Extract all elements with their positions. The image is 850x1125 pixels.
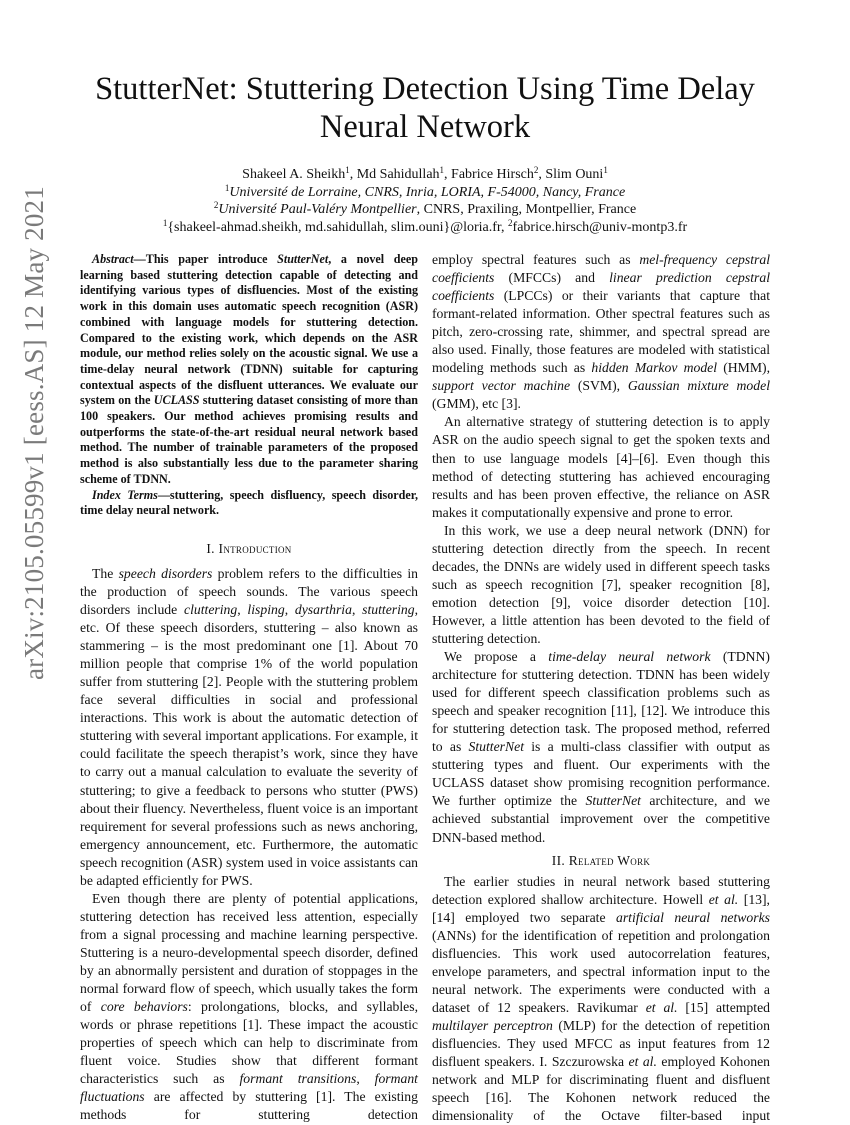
text-segment: , a novel deep learning based stuttering detection capable of detecting and identifying various types of disfluencies. Most of the existing work in this domain uses automatic speech recognition (ASR) combined with language models for stuttering detection. Compared to the existing work, which depends on the ASR module, our method relies solely on the acoustic signal. We use a time-delay neural network (TDNN) suitable for capturing contextual aspects of the disfluent utterances. We evaluate our system on the xyxy=(80,252,418,408)
body-paragraph xyxy=(432,522,770,648)
emphasized-text: stuttering xyxy=(362,602,415,618)
author-name: Slim Ouni xyxy=(545,167,604,182)
text-segment: is a multi-class classifier with output as stuttering types and fluent. Our experiments with the UCLASS dataset show promising recognition performance. We further optimize the xyxy=(432,739,770,809)
title-line-1: StutterNet: Stuttering Detection Using Time Delay xyxy=(95,71,755,107)
text-segment: (GMM), etc [3]. xyxy=(432,396,521,412)
text-segment: An alternative strategy of stuttering detection is to apply ASR on the audio speech signal to get the spoken texts and then to use language models [4]–[6]. Even though this method of detecting stuttering has achieved encouraging results and has been proven effective, the reliance on ASR makes it computationally expensive and prone to error. xyxy=(432,414,770,520)
emphasized-text: Index Terms xyxy=(92,487,158,502)
text-segment: (MFCCs) and xyxy=(494,270,610,286)
emphasized-text: multilayer perceptron xyxy=(432,1017,553,1033)
text-segment: problem refers to the difficulties in the production of speech sounds. The various speech disorders include xyxy=(80,565,419,618)
emphasized-text: StutterNet xyxy=(468,739,525,755)
body-paragraph xyxy=(432,873,770,1125)
affiliation-text: Université Paul-Valéry Montpellier xyxy=(218,202,417,217)
text-segment: We propose a xyxy=(444,649,549,665)
paper-title xyxy=(40,70,810,146)
emphasized-text: Abstract xyxy=(92,252,134,266)
text-segment: employ spectral features such as xyxy=(432,252,640,267)
emphasized-text: core behaviors xyxy=(100,999,188,1015)
text-segment: [15] attempted xyxy=(677,999,770,1015)
emphasized-text: linear prediction cepstral coefficients xyxy=(432,270,770,304)
text-segment: , xyxy=(284,602,295,618)
emphasized-text: et al. xyxy=(645,999,678,1015)
author-name: Shakeel A. Sheikh xyxy=(242,167,346,182)
text-segment: , etc. Of these speech disorders, stuttering – also known as stammering – is the most predominant one [1]. About 70 million people that comprise 1% of the world population suffer from stuttering [2]. People with the stuttering problem face several difficulties in social and professional interactions. This work is about the automatic detection of stuttering with several important applications. For example, it could facilitate the speech therapist’s work, since they have to carry out a manual calculation to evaluate the severity of stuttering; to give a feedback to persons who stutter (PWS) about their fluency. Nevertheless, fluent voice is an important requirement for several professions such as news anchoring, emergency announcement, etc. Furthermore, the automatic speech recognition (ASR) system used in voice assistants can be adapted efficiently for PWS. xyxy=(80,602,419,888)
section-heading: II. Related Work xyxy=(551,852,651,868)
text-segment: The earlier studies in neural network based stuttering detection explored shallow architecture. Howell xyxy=(432,873,770,907)
body-paragraph xyxy=(432,251,770,413)
emphasized-text: artificial neural networks xyxy=(616,909,770,925)
emphasized-text: cluttering xyxy=(184,602,238,618)
right-column xyxy=(432,251,770,1125)
affiliation-mark: 2 xyxy=(213,200,219,210)
affiliation-mark: 1 xyxy=(603,165,608,175)
text-segment: (MLP) for the detection of repetition disfluencies. They used MFCC as input features from 12 disfluent speakers. I. Szczurowska xyxy=(432,1017,770,1070)
text-segment: (HMM), xyxy=(717,360,771,376)
text-segment: , xyxy=(351,602,363,618)
emphasized-text: formant fluctuations xyxy=(80,1071,418,1105)
emphasized-text: Gaussian mixture model xyxy=(627,378,770,394)
text-segment: architecture, and we achieved substantial improvement over the competitive DNN-based method. xyxy=(432,793,770,845)
text-segment: , xyxy=(356,1071,375,1087)
author-name: Fabrice Hirsch xyxy=(451,167,534,182)
emphasized-text: et al. xyxy=(708,891,739,907)
text-segment: , xyxy=(237,602,248,618)
affiliation-text: , CNRS, Praxiling, Montpellier, France xyxy=(416,202,637,217)
left-column xyxy=(80,252,418,1124)
affiliation-1 xyxy=(40,184,810,202)
emphasized-text: et al. xyxy=(628,1054,657,1070)
affiliation-text: Université de Lorraine, CNRS, Inria, LORIA, F-54000, Nancy, France xyxy=(229,184,626,200)
author-emails xyxy=(40,219,810,237)
author-names: Shakeel A. Sheikh$^1$, Md Sahidullah$^1$, Fabrice Hirsch$^2$, Slim Ouni$^1$ xyxy=(242,165,608,182)
text-segment: (TDNN) architecture for stuttering detection. TDNN has been widely used for different speech classification problems such as speech and speaker recognition [11], [12]. We introduce this for stuttering detection task. The proposed method, referred to as xyxy=(432,649,770,755)
section-heading: I. Introduction xyxy=(206,540,292,556)
affiliation-mark: 1 xyxy=(439,165,445,175)
email-text: {shakeel-ahmad.sheikh, md.sahidullah, slim.ouni}@loria.fr, xyxy=(167,219,509,235)
body-paragraph xyxy=(80,890,418,1125)
text-segment: : prolongations, blocks, and syllables, words or phrase repetitions [1]. These impact the acoustic properties of speech which can help to discriminate from fluent voice. Studies show that different formant characteristics such as xyxy=(80,999,418,1087)
arxiv-identifier-stamp: arXiv:2105.05599v1 [eess.AS] 12 May 2021 xyxy=(19,186,49,680)
affiliation-2 xyxy=(40,201,810,219)
text-segment: In this work, we use a deep neural network (DNN) for stuttering detection directly from the speech. In recent decades, the DNNs are widely used in different speech tasks such as speech recognition [7], speaker recognition [8], emotion detection [9], voice disorder detection [10]. However, a little attention has been devoted to the field of stuttering detection. xyxy=(432,522,770,646)
emphasized-text: support vector machine xyxy=(432,378,571,394)
title-line-2: Neural Network xyxy=(319,109,531,145)
affiliation-mark: 1 xyxy=(345,165,350,175)
text-segment: are affected by stuttering [1]. The existing methods for stuttering detection xyxy=(80,1089,418,1123)
affiliation-mark: 1 xyxy=(224,182,230,193)
text-segment: (ANNs) for the identification of repetition and prolongation disfluencies. This work used autocorrelation features, envelope parameters, and spectral information input to the neural network. The experiments were conducted with a dataset of 12 speakers. Ravikumar xyxy=(432,927,770,1015)
emphasized-text: time-delay neural network xyxy=(548,649,711,665)
emphasized-text: formant transitions xyxy=(239,1071,357,1087)
abstract-paragraph xyxy=(80,488,418,519)
emphasized-text: hidden Markov model xyxy=(591,360,718,376)
affiliation-mark: 2 xyxy=(533,165,539,175)
emphasized-text: dysarthria xyxy=(294,602,352,618)
author-block xyxy=(40,166,810,236)
body-paragraph xyxy=(80,565,418,890)
text-segment: (SVM), xyxy=(570,378,628,394)
text-segment: [13], [14] employed two separate xyxy=(432,891,770,925)
abstract-paragraph xyxy=(80,252,418,488)
text-segment: Even though there are plenty of potential applications, stuttering detection has received less attention, especially from a signal processing and machine learning perspective. Stuttering is a neuro-developmental speech disorder, defined by an abnormally persistent and duration of stoppages in the normal forward flow of speech, which usually takes the form of xyxy=(80,890,418,1015)
text-segment: stuttering dataset consisting of more than 100 speakers. Our method achieves promising results and outperforms the state-of-the-art residual neural network based method. The number of trainable parameters of the proposed method is also substantially less due to the parameter sharing scheme of TDNN. xyxy=(80,393,418,486)
author-name: Md Sahidullah xyxy=(356,167,440,182)
text-segment: (LPCCs) or their variants that capture that formant-related information. Other spectral features such as pitch, zero-crossing rate, shimmer, and spectral spread are also used. Finally, those features are modeled with statistical modeling methods such as xyxy=(432,288,770,376)
affiliation-mark: 1 xyxy=(162,217,168,228)
emphasized-text: StutterNet xyxy=(277,252,329,266)
emphasized-text: speech disorders xyxy=(118,565,213,581)
emphasized-text: UCLASS xyxy=(153,393,200,408)
text-segment: employed Kohonen network and MLP for discriminating fluent and disfluent speech [16]. The Kohonen network reduced the dimensionality of the Octave filter-based input xyxy=(432,1054,771,1124)
emphasized-text: lisping xyxy=(247,602,285,618)
emphasized-text: mel-frequency cepstral coefficients xyxy=(432,252,770,286)
affiliation-mark: 2 xyxy=(508,217,513,228)
body-paragraph xyxy=(432,413,770,521)
text-segment: —stuttering, speech disfluency, speech disorder, time delay neural network. xyxy=(80,487,418,518)
emphasized-text: StutterNet xyxy=(585,793,641,809)
text-segment: —This paper introduce xyxy=(133,252,278,266)
text-segment: The xyxy=(92,565,119,581)
body-paragraph xyxy=(432,648,770,847)
email-text: fabrice.hirsch@univ-montp3.fr xyxy=(512,219,688,235)
